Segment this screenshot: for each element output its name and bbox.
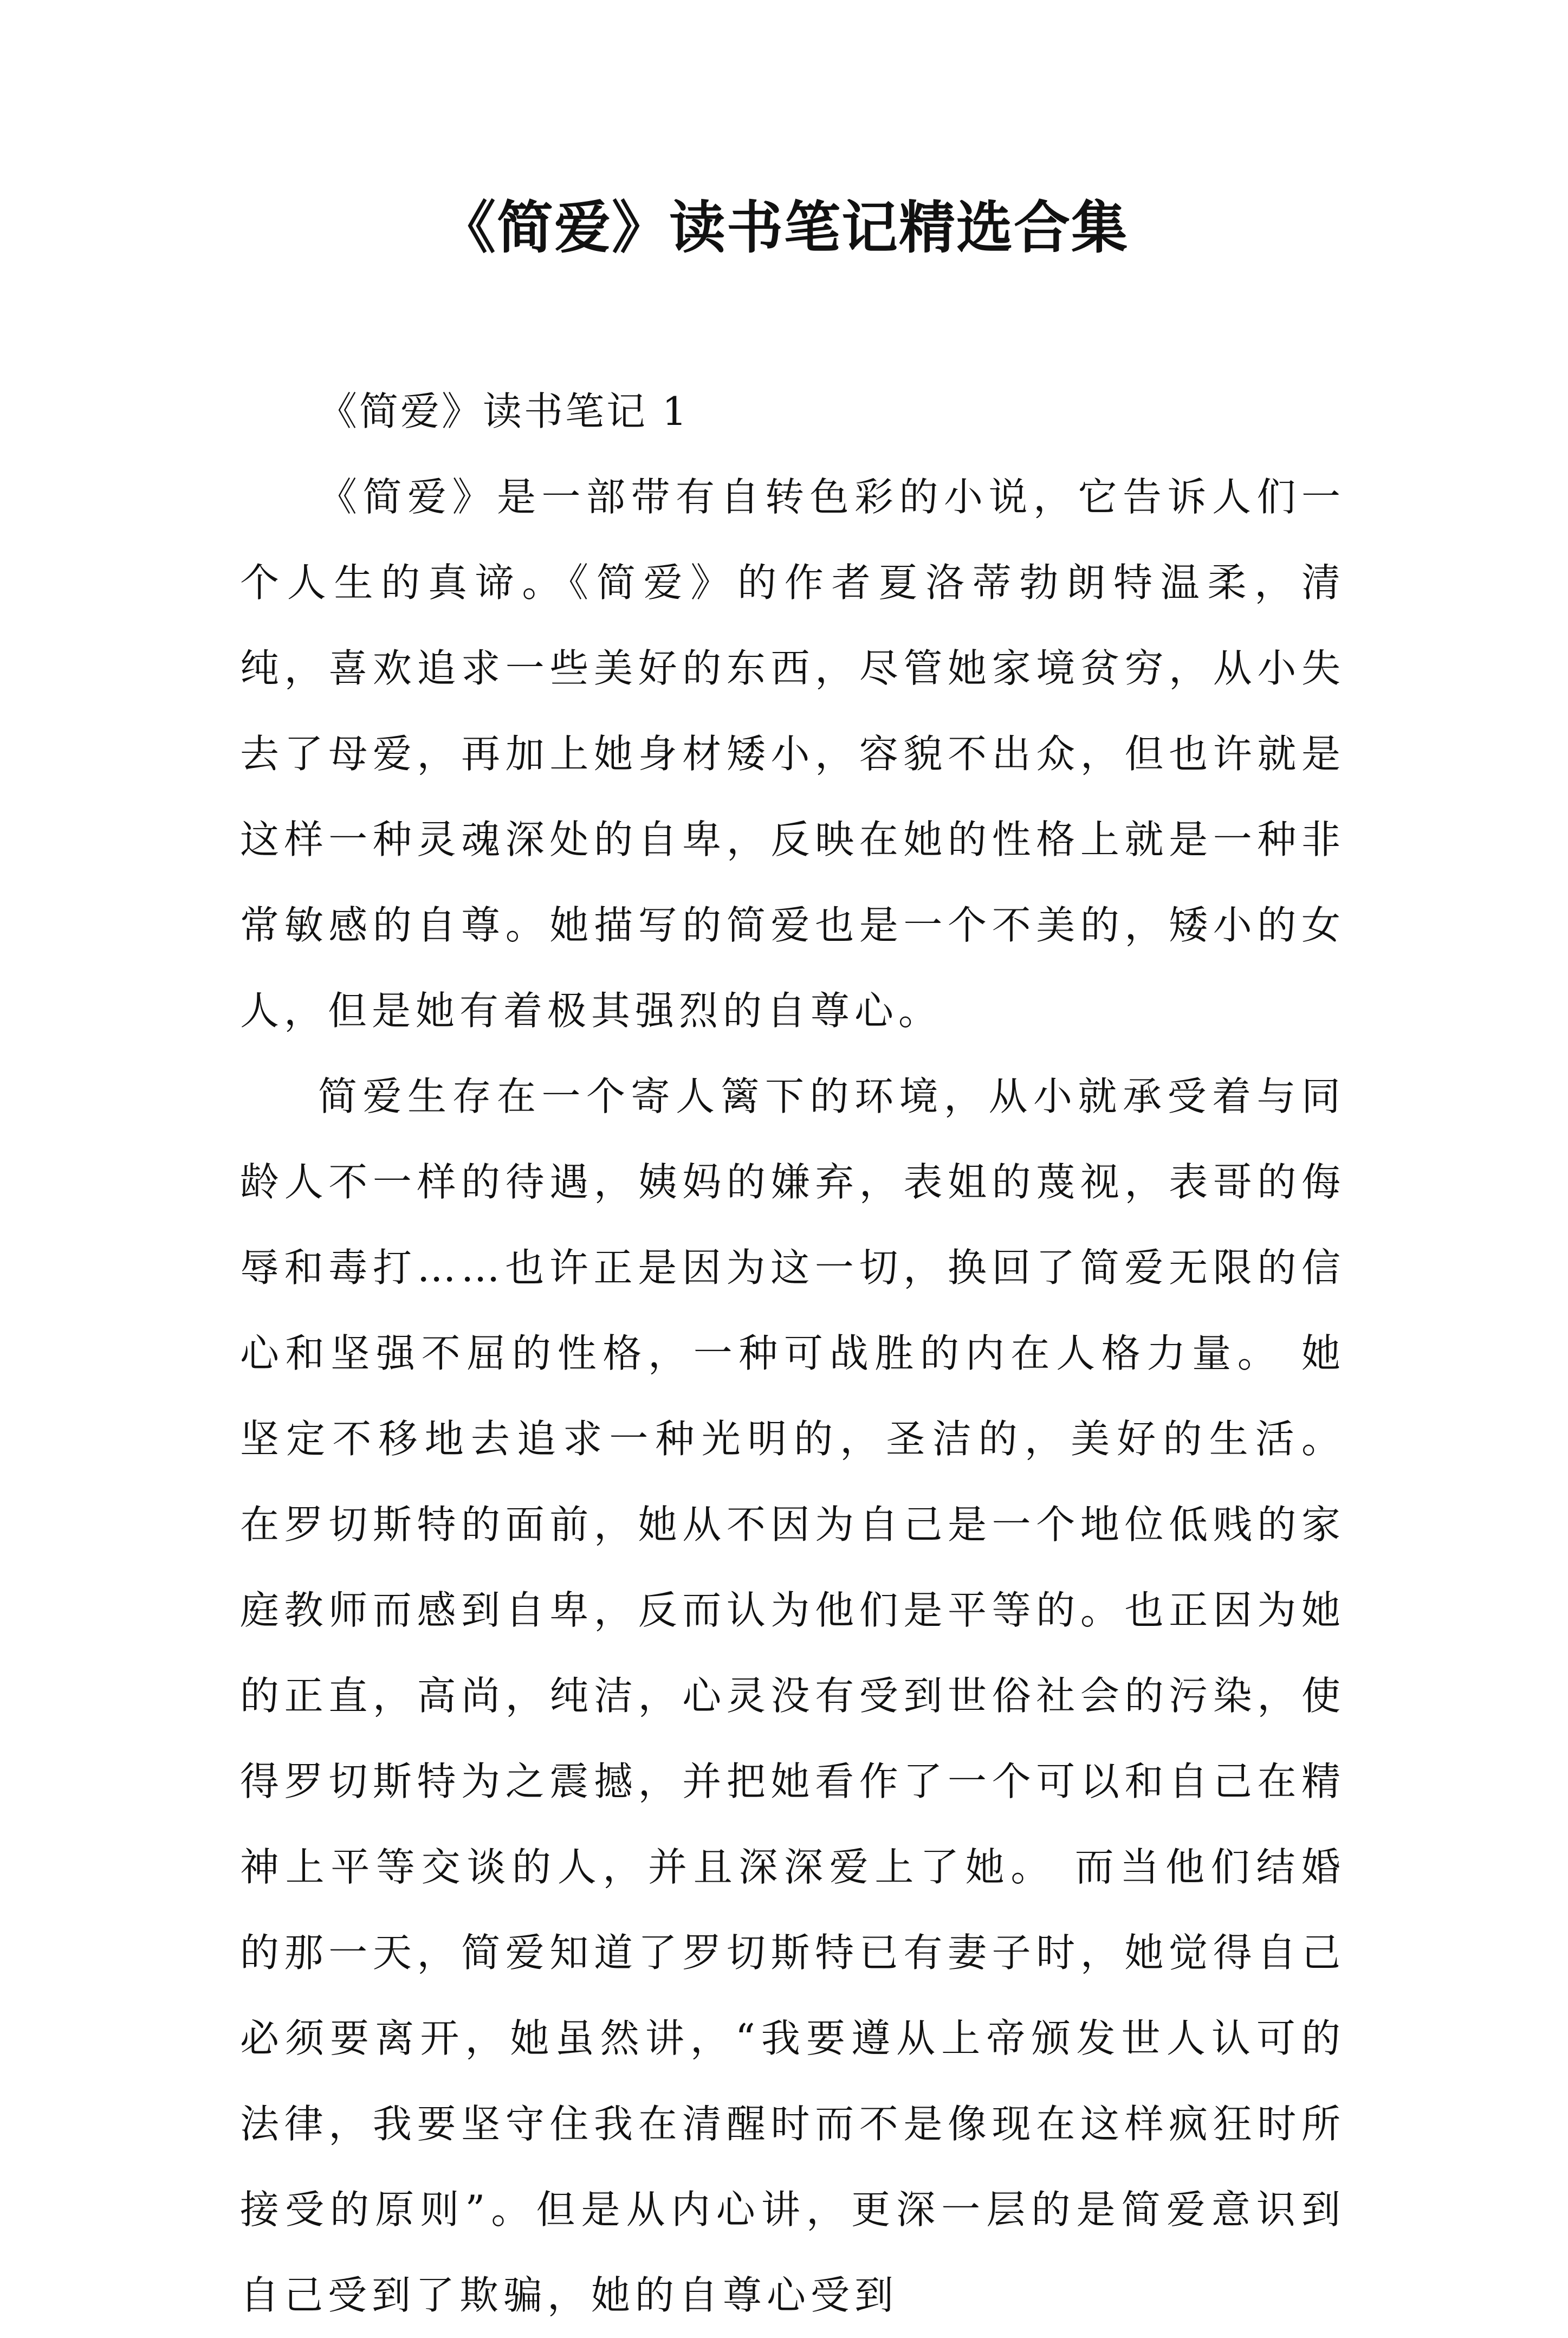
paragraph: 《简爱》是一部带有自转色彩的小说，它告诉人们一个人生的真谛。《简爱》的作者夏洛蒂勃朗特温柔，清纯，喜欢追求一些美好的东西，尽管她家境贫穷，从小失去了母爱，再加上她身材矮小，容貌不出众，但也许就是这样一种灵魂深处的自卑，反映在她的性格上就是一种非常敏感的自尊。她描写的简爱也是一个不美的，矮小的女人，但是她有着极其强烈的自尊心。 bbox=[240, 474, 1345, 1034]
page-title: 《简爱》读书笔记精选合集 bbox=[439, 194, 1129, 261]
paragraph: 简爱生存在一个寄人篱下的环境，从小就承受着与同龄人不一样的待遇，姨妈的嫌弃，表姐的蔑视，表哥的侮辱和毒打……也许正是因为这一切，换回了简爱无限的信心和坚强不屈的性格，一种可战胜的内在人格力量。 她坚定不移地去追求一种光明的，圣洁的，美好的生活。 在罗切斯特的面前，她从不因为自己是一个地位低贱的家庭教师而感到自卑，反而认为他们是平等的。也正因为她的正直，高尚，纯洁，心灵没有受到世俗社会的污染，使得罗切斯特为之震撼，并把她看作了一个可以和自己在精神上平等交谈的人，并且深深爱上了她。 而当他们结婚的那一天，简爱知道了罗切斯特已有妻子时，她觉得自己必须要离开，她虽然讲，“我要遵从上帝颁发世人认可的法律，我要坚守住我在清醒时而不是像现在这样疯狂时所接受的原则”。但是从内心讲，更深一层的是简爱意识到自己受到了欺骗，她的自尊心受到 bbox=[240, 1074, 1345, 2318]
document-body bbox=[240, 369, 1345, 2338]
section-heading: 《简爱》读书笔记 1 bbox=[318, 389, 689, 434]
